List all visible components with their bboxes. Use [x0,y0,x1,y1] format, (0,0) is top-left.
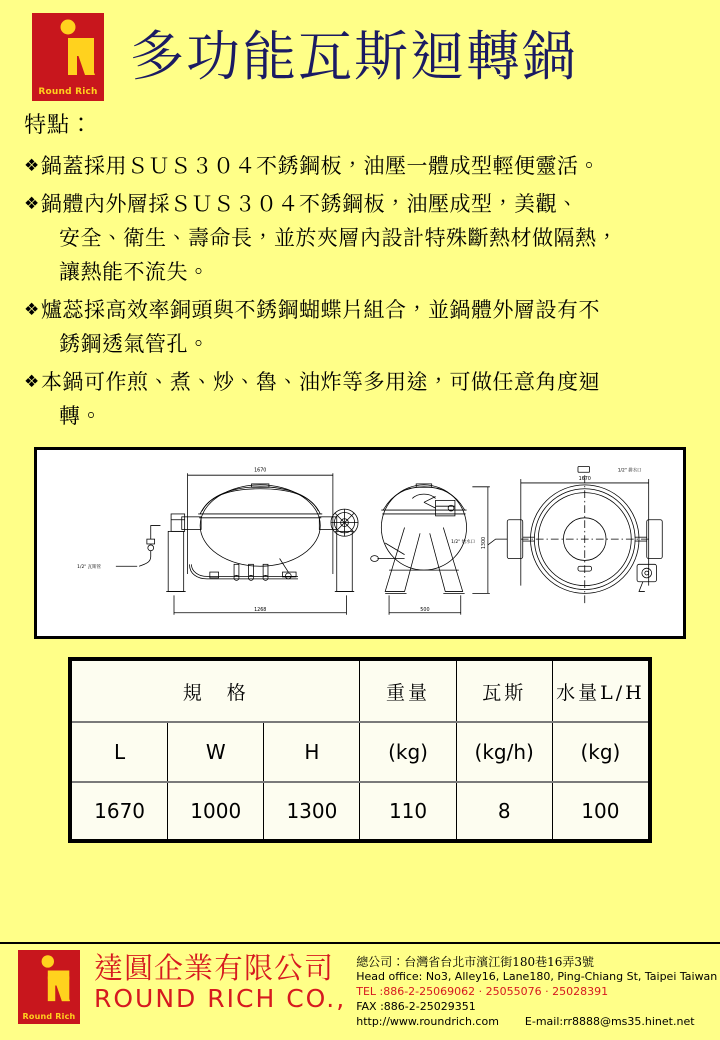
table-unit-cell: W [168,722,264,782]
logo-caption: Round Rich [22,1012,76,1021]
email-link[interactable]: E-mail:rr8888@ms35.hinet.net [524,1014,695,1028]
head-office-cn: 總公司：台灣省台北市濱江街180巷16弄3號 [356,955,595,969]
page-footer [0,944,720,1040]
dimension-label-height: 1300 [481,536,487,550]
table-header-gas: 瓦斯 [456,661,552,723]
table-header-row [72,661,649,723]
feature-text [41,187,618,289]
dimension-label-base: 500 [420,607,430,613]
feature-list-item [24,149,700,183]
feature-line: 讓熱能不流失。 [59,260,210,284]
feature-line: 安全、衛生、壽命長，並於夾層內設計特殊斷熱材做隔熱， [59,226,618,250]
table-units-row [72,722,649,782]
features-heading: 特點： [24,113,94,138]
table-unit-cell: (kg/h) [456,722,552,782]
table-data-cell: 8 [456,782,552,840]
table-data-cell: 1000 [168,782,264,840]
logo-caption: Round Rich [38,87,98,97]
feature-list-item [24,365,700,433]
dimension-label-water-inlet: 1/2" 給水口 [451,540,475,545]
company-logo [32,13,104,101]
features-section [0,100,720,433]
feature-line: 本鍋可作煎、煮、炒、魯、油炸等多用途，可做任意角度迴 [41,370,600,394]
rr-monogram-icon [32,18,104,76]
fax: FAX :886-2-25029351 [356,999,476,1013]
table-header-weight: 重量 [360,661,456,723]
footer-contact-block [356,950,720,1030]
company-name-en: ROUND RICH CO., [94,984,347,1014]
feature-text [41,293,600,361]
company-name-cn: 達圓企業有限公司 [94,951,335,985]
feature-line: 轉。 [59,404,102,428]
feature-text [41,149,600,183]
specification-table [71,660,649,840]
table-header-spec: 規 格 [72,661,360,723]
feature-line: 鍋體內外層採ＳＵＳ３０４不銹鋼板，油壓成型，美觀、 [41,192,579,216]
dimension-label-plan-width: 1670 [578,477,591,483]
head-office-en: Head office: No3, Alley16, Lane180, Ping-Chiang St, Taipei Taiwan [356,970,718,984]
telephone: TEL :886-2-25069062 ‧ 25055076 ‧ 25028391 [356,985,609,999]
bullet-diamond-icon: ❖ [24,194,40,214]
table-data-cell: 110 [360,782,456,840]
table-unit-cell: (kg) [552,722,648,782]
table-row [72,782,649,840]
feature-line: 銹鋼透氣管孔。 [59,332,210,356]
feature-line: 爐蕊採高效率銅頭與不銹鋼蝴蝶片組合，並鍋體外層設有不 [41,298,600,322]
website-link[interactable]: http://www.roundrich.com [356,1014,499,1028]
table-unit-cell: (kg) [360,722,456,782]
feature-list-item [24,293,700,361]
page-title: 多功能瓦斯迴轉鍋 [130,25,578,88]
feature-line: 鍋蓋採用ＳＵＳ３０４不銹鋼板，油壓一體成型輕便靈活。 [41,154,600,178]
table-header-water: 水量L/H [552,661,648,723]
feature-text [41,365,600,433]
page-header [0,0,720,100]
table-data-cell: 100 [552,782,648,840]
table-data-cell: 1300 [264,782,360,840]
table-unit-cell: L [72,722,168,782]
feature-list-item [24,187,700,289]
footer-company-logo [18,950,80,1024]
table-data-cell: 1670 [72,782,168,840]
kettle-technical-drawing [37,450,683,636]
bullet-diamond-icon: ❖ [24,300,40,320]
dimension-label-note-top: 1/2" 排水口 [617,468,642,474]
rr-monogram-icon [18,954,78,1002]
dimension-label-gas-inlet: 1/2" 瓦斯管 [77,565,102,571]
table-unit-cell: H [264,722,360,782]
dimension-label-width-bottom: 1268 [254,607,267,613]
bullet-diamond-icon: ❖ [24,372,40,392]
footer-company-names [94,950,346,1014]
specification-table-container [68,657,652,843]
bullet-diamond-icon: ❖ [24,156,40,176]
technical-drawing-panel [34,447,686,639]
dimension-label-width-top: 1670 [254,468,267,474]
